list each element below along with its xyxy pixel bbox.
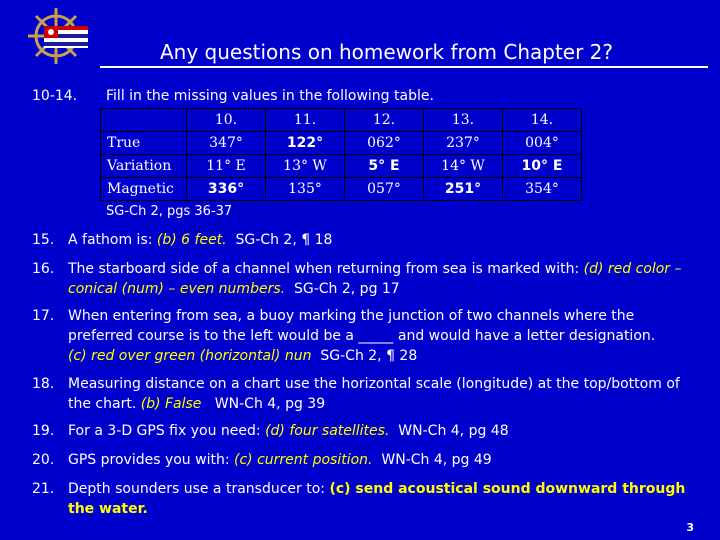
source-reference: WN-Ch 4, pg 48 (398, 423, 509, 439)
question-16 (32, 259, 698, 299)
source-reference: WN-Ch 4, pg 39 (214, 396, 326, 412)
question-19 (32, 421, 698, 441)
question-number-10-14: 10-14. (32, 88, 78, 104)
answer-text: (b) False (140, 396, 202, 412)
cell-variation-13: 14° W (424, 155, 503, 178)
source-reference: SG-Ch 2, ¶ 18 (235, 232, 333, 248)
cell-true-14: 004° (503, 132, 582, 155)
question-text: When entering from sea, a buoy marking the junction of two channels where the preferred course is to the left would be a _____ and would have a letter designation. (68, 308, 656, 344)
cell-magnetic-12: 057° (345, 178, 424, 201)
question-number: 15. (32, 232, 55, 248)
answer-text: (c) current position. (234, 452, 373, 468)
table-row-magnetic (101, 178, 582, 201)
table-header-row (101, 109, 582, 132)
question-text: The starboard side of a channel when returning from sea is marked with: (68, 261, 584, 277)
cell-variation-11: 13° W (266, 155, 345, 178)
column-head: 13. (424, 109, 503, 132)
cell-variation-12-answer: 5° E (345, 155, 424, 178)
question-number: 19. (32, 423, 55, 439)
row-label-variation: Variation (101, 155, 187, 178)
question-text: For a 3-D GPS fix you need: (68, 423, 266, 439)
ship-wheel-logo (22, 6, 94, 66)
table-instructions: Fill in the missing values in the following table. (106, 88, 434, 104)
column-head: 14. (503, 109, 582, 132)
cell-true-10: 347° (187, 132, 266, 155)
column-head: 10. (187, 109, 266, 132)
answer-text: (c) send acoustical sound downward through the water. (68, 481, 686, 517)
question-text: Measuring distance on a chart use the horizontal scale (longitude) at the top/bottom of the chart. (68, 376, 680, 412)
cell-variation-14-answer: 10° E (503, 155, 582, 178)
question-15 (32, 230, 698, 250)
source-reference: WN-Ch 4, pg 49 (381, 452, 492, 468)
question-text: GPS provides you with: (68, 452, 234, 468)
answer-text: (d) red color – conical (num) – even numbers. (68, 261, 682, 297)
question-number: 21. (32, 481, 55, 497)
variation-table (100, 108, 582, 201)
source-reference: SG-Ch 2, pg 17 (293, 281, 400, 297)
question-text: A fathom is: (68, 232, 157, 248)
question-18 (32, 374, 698, 414)
cell-magnetic-13-answer: 251° (424, 178, 503, 201)
cell-magnetic-14: 354° (503, 178, 582, 201)
row-label-magnetic: Magnetic (101, 178, 187, 201)
page-number: 3 (686, 521, 694, 534)
title-divider (100, 66, 708, 68)
source-reference: SG-Ch 2, ¶ 28 (320, 348, 418, 364)
cell-magnetic-10-answer: 336° (187, 178, 266, 201)
table-row-true (101, 132, 582, 155)
question-17 (32, 306, 698, 366)
column-head: 12. (345, 109, 424, 132)
question-20 (32, 450, 698, 470)
table-row-variation (101, 155, 582, 178)
answer-text: (c) red over green (horizontal) nun (68, 348, 312, 364)
question-number: 18. (32, 376, 55, 392)
question-number: 16. (32, 261, 55, 277)
question-21 (32, 479, 698, 519)
row-label-true: True (101, 132, 187, 155)
cell-true-11-answer: 122° (266, 132, 345, 155)
answer-text: (b) 6 feet. (156, 232, 227, 248)
row-label-cell (101, 109, 187, 132)
cell-magnetic-11: 135° (266, 178, 345, 201)
column-head: 11. (266, 109, 345, 132)
slide-title: Any questions on homework from Chapter 2? (160, 40, 614, 64)
question-number: 20. (32, 452, 55, 468)
cell-true-13: 237° (424, 132, 503, 155)
question-number: 17. (32, 308, 55, 324)
cell-variation-10: 11° E (187, 155, 266, 178)
question-text: Depth sounders use a transducer to: (68, 481, 330, 497)
table-reference: SG-Ch 2, pgs 36-37 (106, 204, 233, 219)
cell-true-12: 062° (345, 132, 424, 155)
answer-text: (d) four satellites. (265, 423, 390, 439)
